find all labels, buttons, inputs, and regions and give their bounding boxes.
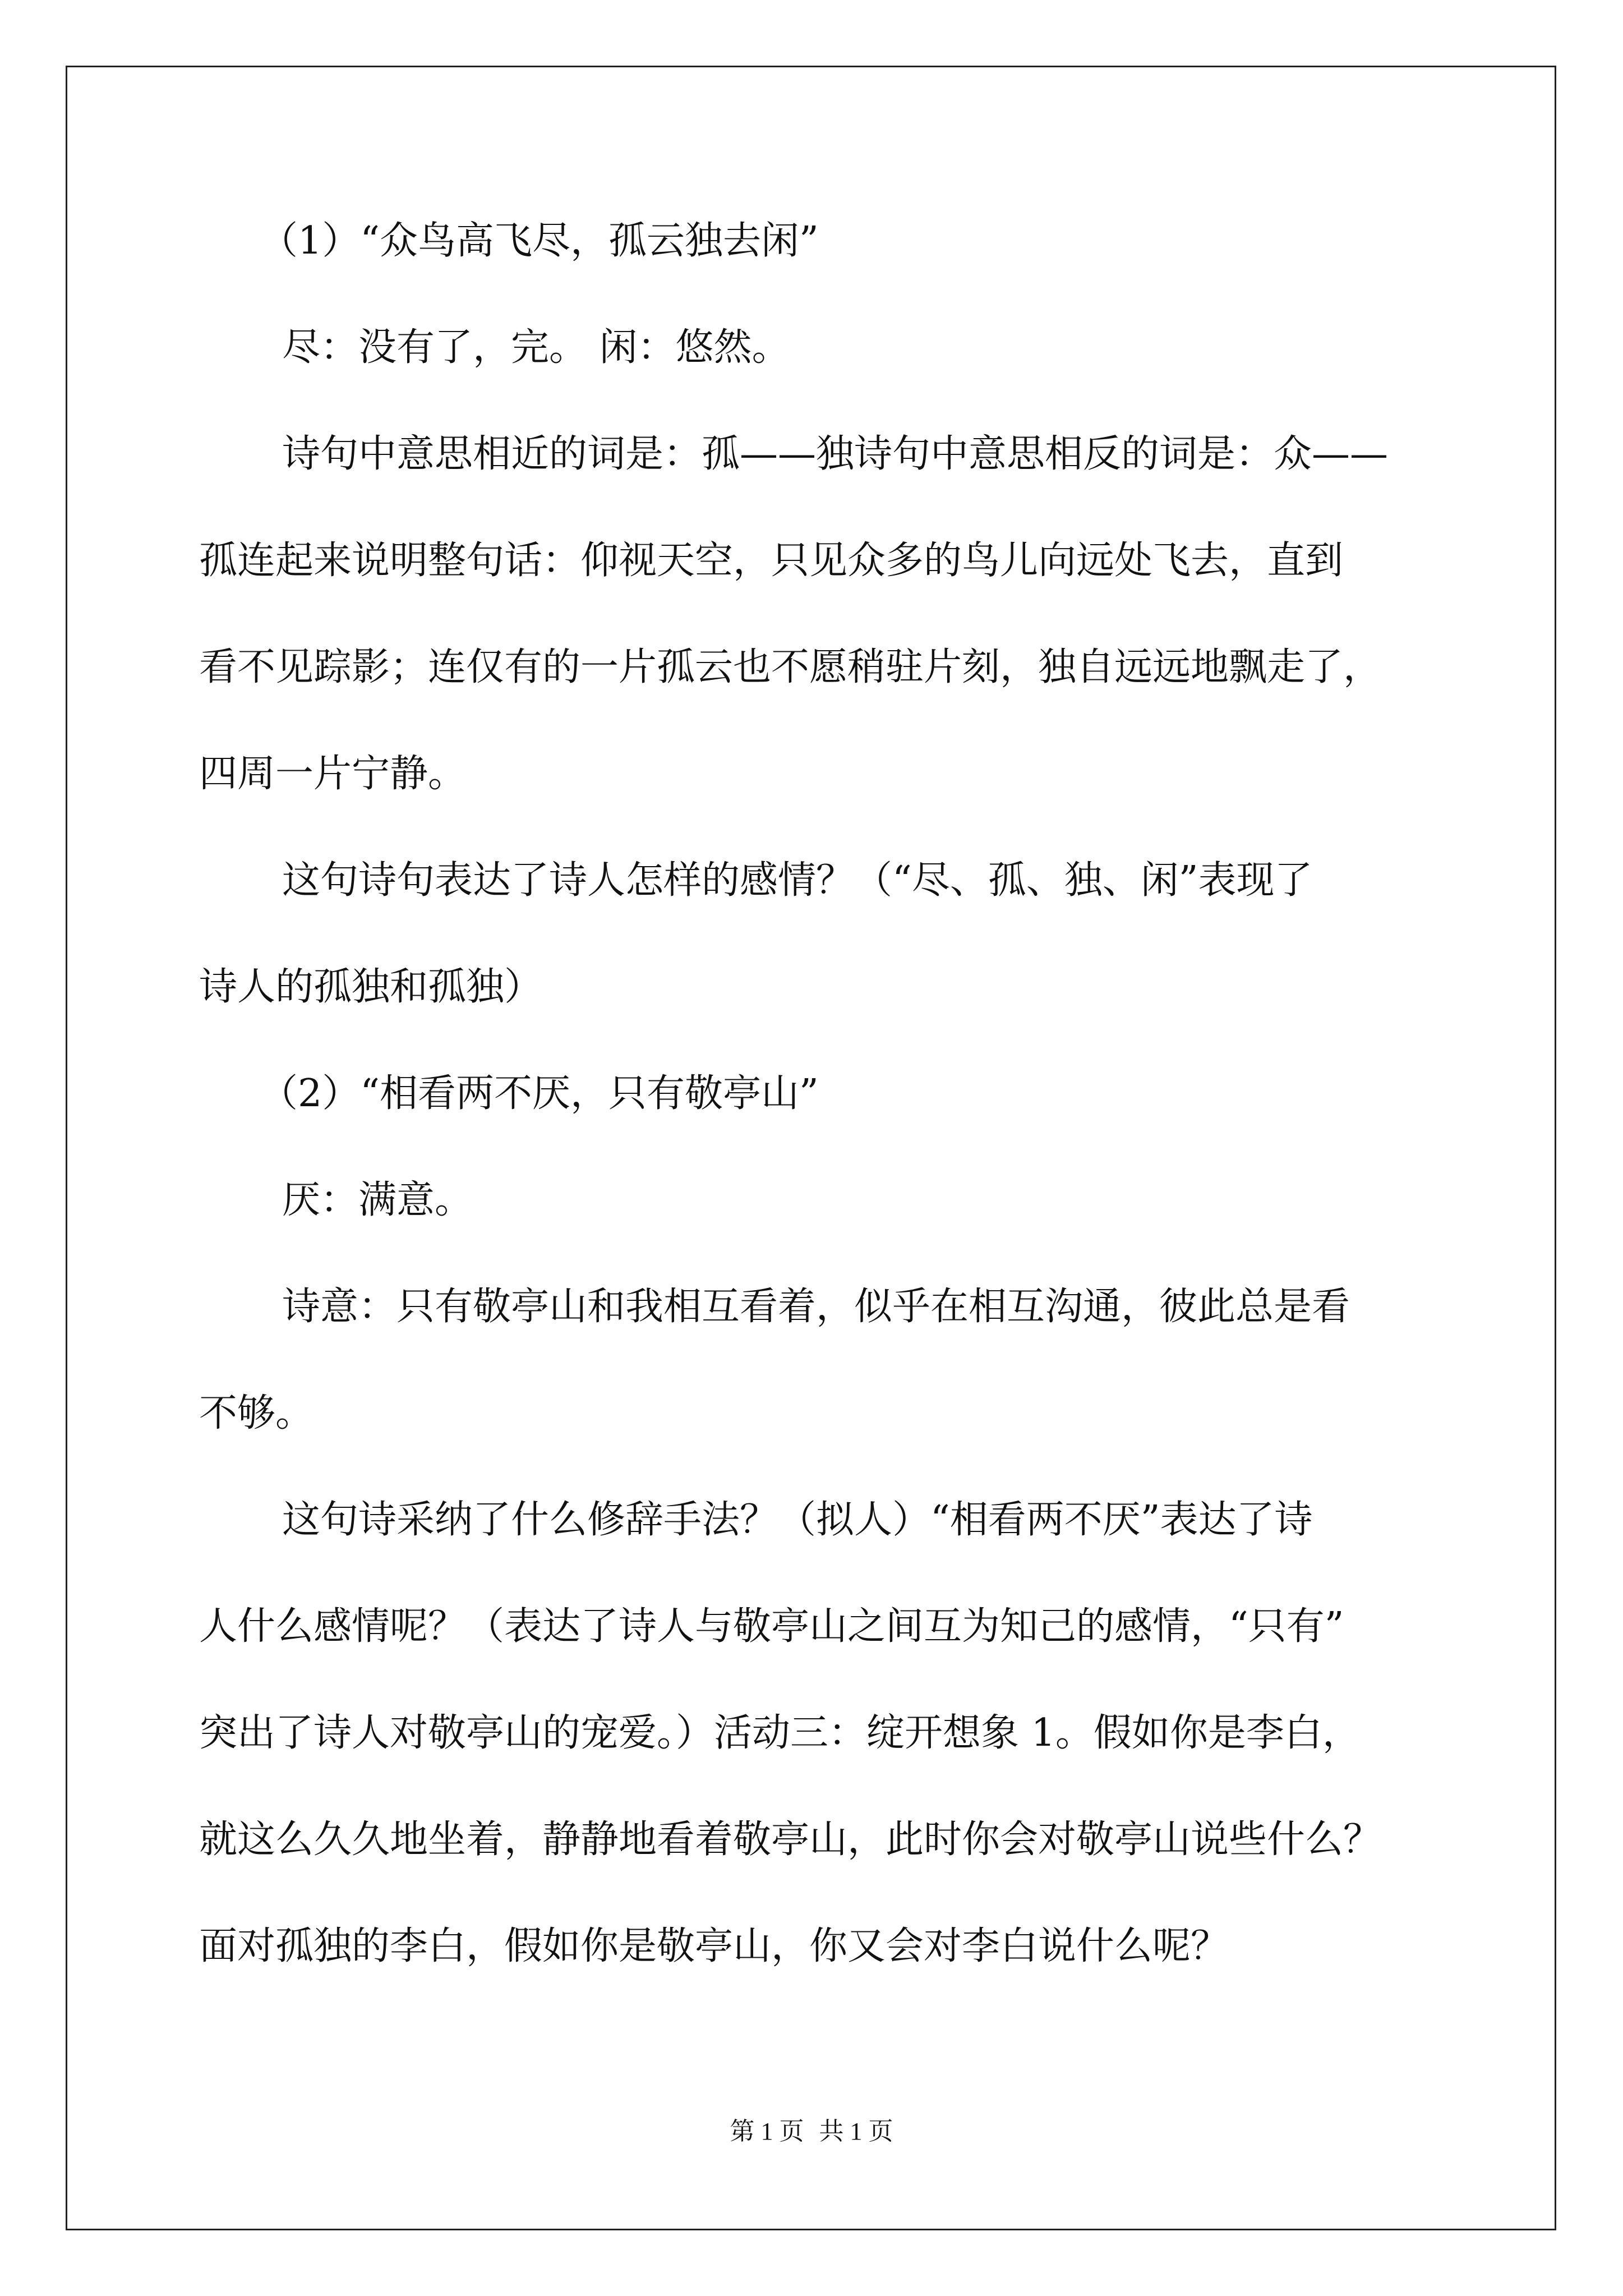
paragraph-line: 四周一片宁静。 <box>199 752 467 796</box>
paragraph-line: 尽：没有了，完。 闲：悠然。 <box>282 325 790 370</box>
paragraph-line: 看不见踪影；连仅有的一片孤云也不愿稍驻片刻，独自远远地飘走了， <box>199 645 1382 689</box>
paragraph-line: 诗人的孤独和孤独） <box>199 965 543 1009</box>
page-number: 第 1 页 <box>730 2118 804 2145</box>
paragraph-line: 孤连起来说明整句话：仰视天空，只见众多的鸟儿向远处飞去，直到 <box>199 539 1344 583</box>
page-total: 共 1 页 <box>819 2118 893 2145</box>
paragraph-line: 厌：满意。 <box>282 1178 473 1222</box>
page-border <box>66 66 1556 2230</box>
paragraph-line: 这句诗句表达了诗人怎样的感情？（“尽、孤、独、闲”表现了 <box>282 858 1313 903</box>
page-footer <box>0 2118 1623 2146</box>
paragraph-line: 诗句中意思相近的词是：孤——独诗句中意思相反的词是：众—— <box>282 432 1389 476</box>
paragraph-line: 不够。 <box>199 1391 314 1435</box>
paragraph-line: 人什么感情呢？（表达了诗人与敬亭山之间互为知己的感情，“只有” <box>199 1604 1344 1649</box>
paragraph-line: 面对孤独的李白，假如你是敬亭山，你又会对李白说什么呢？ <box>199 1924 1229 1968</box>
paragraph-line: （1）“众鸟高飞尽，孤云独去闲” <box>260 219 819 263</box>
paragraph-line: （2）“相看两不厌，只有敬亭山” <box>260 1071 819 1116</box>
paragraph-line: 就这么久久地坐着，静静地看着敬亭山，此时你会对敬亭山说些什么？ <box>199 1818 1382 1862</box>
paragraph-line: 突出了诗人对敬亭山的宠爱。）活动三：绽开想象 1。假如你是李白， <box>199 1711 1361 1755</box>
paragraph-line: 这句诗采纳了什么修辞手法？（拟人）“相看两不厌”表达了诗 <box>282 1498 1313 1542</box>
paragraph-line: 诗意：只有敬亭山和我相互看着，似乎在相互沟通，彼此总是看 <box>282 1285 1350 1329</box>
